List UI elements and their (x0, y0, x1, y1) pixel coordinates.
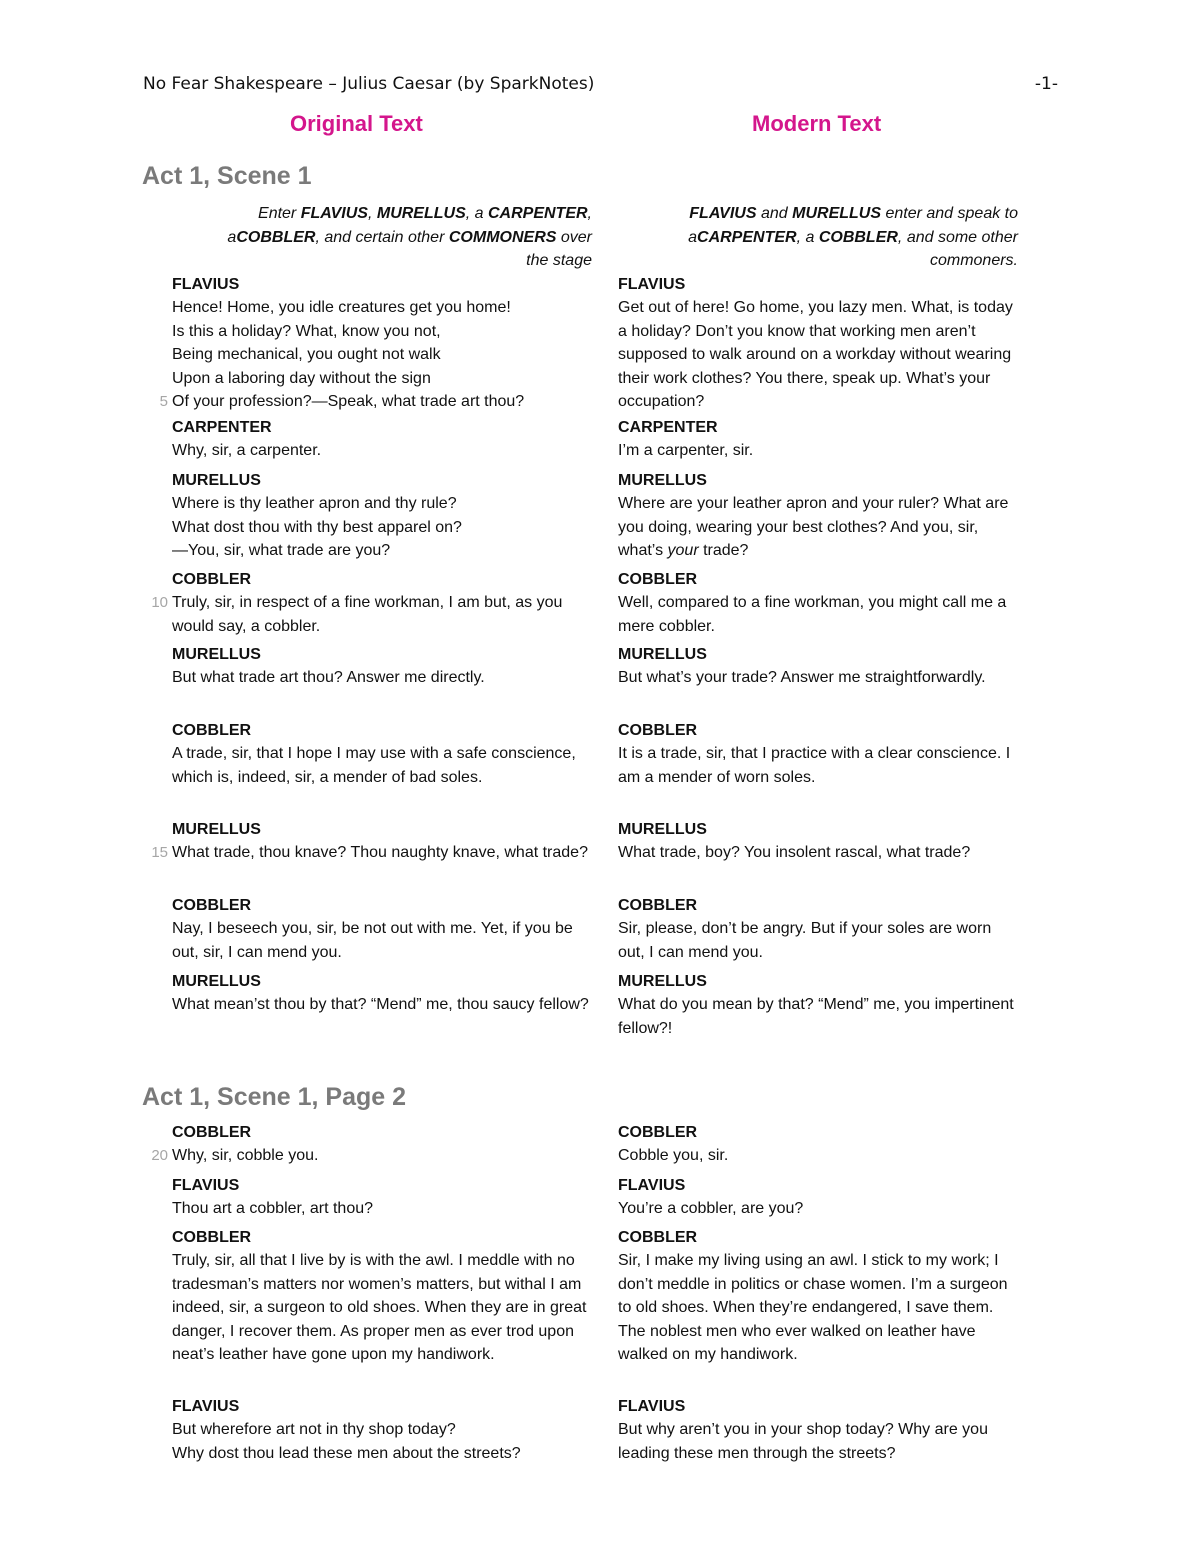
speaker-name: MURELLUS (618, 472, 707, 489)
verse-line: —You, sir, what trade are you? (172, 542, 391, 559)
speaker-name: MURELLUS (618, 821, 707, 838)
line-number: 15 (151, 844, 168, 861)
prose-text: 15 What trade, thou knave? Thou naughty knave, what trade? (172, 841, 592, 865)
modern-cell (618, 274, 1018, 417)
speaker-name: MURELLUS (172, 821, 261, 838)
stage-direction-row (0, 202, 1200, 274)
dialogue-row (0, 720, 1200, 819)
dialogue-row (0, 569, 1200, 644)
dialogue-row (0, 470, 1200, 569)
speaker-name: FLAVIUS (172, 1177, 240, 1194)
dialogue-row (0, 417, 1200, 470)
speaker-name: FLAVIUS (618, 1398, 686, 1415)
modern-cell (618, 470, 1018, 569)
verse-line: Is this a holiday? What, know you not, (172, 322, 441, 340)
original-cell (172, 1175, 592, 1227)
modern-cell (618, 1227, 1018, 1396)
verse-line: Upon a laboring day without the sign (172, 369, 431, 387)
stage-direction-original: Enter FLAVIUS, MURELLUS, a CARPENTER, aCOBBLER, and certain other COMMONERS over the stage (227, 205, 592, 269)
modern-text: Sir, I make my living using an awl. I stick to my work; I don’t meddle in politics or chase women. I’m a surgeon to old shoes. When they’re endangered, I save them. The noblest men who ever walked on leather have walked on my handiwork. (618, 1252, 1008, 1363)
modern-cell (618, 819, 1018, 895)
modern-cell (618, 417, 1018, 470)
verse-line: Being mechanical, you ought not walk (172, 346, 441, 363)
verse-line: Why dost thou lead these men about the streets? (172, 1444, 521, 1462)
modern-cell (618, 895, 1018, 971)
dialogue-row (0, 644, 1200, 720)
speaker-name: MURELLUS (172, 646, 261, 663)
modern-text: Where are your leather apron and your ruler? What are you doing, wearing your best clothes? And you, sir, what’s your trade? (618, 495, 1009, 559)
dialogue-row (0, 895, 1200, 971)
speaker-name: FLAVIUS (618, 276, 686, 293)
dialogue-row (0, 971, 1200, 1047)
line-number: 5 (159, 393, 168, 410)
verse-line: But wherefore art not in thy shop today? (172, 1421, 456, 1438)
column-headings (0, 111, 1200, 141)
dialogue-row (0, 1227, 1200, 1396)
original-cell (172, 470, 592, 569)
modern-text-heading: Modern Text (752, 111, 882, 136)
modern-cell (618, 1175, 1018, 1227)
modern-text: I’m a carpenter, sir. (618, 442, 754, 459)
prose-text: But what trade art thou? Answer me directly. (172, 669, 485, 686)
modern-text: Cobble you, sir. (618, 1147, 729, 1164)
original-cell (172, 720, 592, 819)
speaker-name: COBBLER (618, 1229, 698, 1246)
modern-text: What trade, boy? You insolent rascal, what trade? (618, 844, 971, 861)
prose-text: Truly, sir, all that I live by is with the awl. I meddle with no tradesman’s matters nor women’s matters, but withal I am indeed, sir, a surgeon to old shoes. When they are in great danger, I recover them. As proper men as ever trod upon neat’s leather have gone upon my handiwork. (172, 1252, 587, 1363)
page-number: -1- (1034, 74, 1058, 94)
original-text-heading: Original Text (290, 111, 423, 136)
section-heading-act1-scene1: Act 1, Scene 1 (142, 162, 312, 190)
original-cell (159, 274, 592, 417)
scene-table-2 (0, 1122, 1200, 1472)
verse-line: 20 Why, sir, cobble you. (172, 1144, 592, 1168)
speaker-name: COBBLER (172, 571, 252, 588)
speaker-name: MURELLUS (172, 472, 261, 489)
speaker-name: FLAVIUS (172, 276, 240, 293)
speaker-name: COBBLER (618, 897, 698, 914)
modern-cell (618, 971, 1018, 1047)
modern-text: Sir, please, don’t be angry. But if your soles are worn out, I can mend you. (618, 920, 992, 961)
original-cell (172, 1396, 592, 1472)
dialogue-row (0, 1396, 1200, 1472)
speaker-name: COBBLER (172, 897, 252, 914)
verse-line: Why, sir, a carpenter. (172, 442, 322, 459)
speaker-name: COBBLER (618, 571, 698, 588)
speaker-name: MURELLUS (618, 646, 707, 663)
modern-cell (618, 1396, 1018, 1472)
verse-line: 5 Of your profession?—Speak, what trade art thou? (172, 390, 592, 414)
section-heading-act1-scene1-page2: Act 1, Scene 1, Page 2 (142, 1083, 407, 1111)
prose-text: 10 Truly, sir, in respect of a fine workman, I am but, as you would say, a cobbler. (172, 591, 592, 638)
modern-text: Get out of here! Go home, you lazy men. What, is today a holiday? Don’t you know that working men aren’t supposed to walk around on a workday without wearing their work clothes? You there, speak up. What’s your occupation? (618, 299, 1013, 410)
line-number: 20 (151, 1147, 168, 1164)
prose-text: What mean’st thou by that? “Mend” me, thou saucy fellow? (172, 996, 589, 1013)
verse-line: Hence! Home, you idle creatures get you home! (172, 299, 511, 316)
original-cell (172, 895, 592, 971)
verse-line: Thou art a cobbler, art thou? (172, 1200, 374, 1217)
verse-line: What dost thou with thy best apparel on? (172, 518, 462, 536)
modern-text: Well, compared to a fine workman, you might call me a mere cobbler. (618, 594, 1007, 635)
modern-cell (618, 1122, 1018, 1175)
dialogue-row (0, 1175, 1200, 1227)
speaker-name: MURELLUS (618, 973, 707, 990)
modern-cell (618, 569, 1018, 644)
document-title: No Fear Shakespeare – Julius Caesar (by SparkNotes) (143, 74, 595, 94)
page-header (143, 74, 1058, 94)
modern-text: What do you mean by that? “Mend” me, you impertinent fellow?! (618, 996, 1014, 1037)
original-cell (151, 569, 592, 644)
speaker-name: CARPENTER (172, 419, 272, 436)
original-cell (172, 971, 592, 1047)
speaker-name: COBBLER (172, 1124, 252, 1141)
speaker-name: COBBLER (172, 722, 252, 739)
original-cell (151, 819, 592, 895)
modern-text: But what’s your trade? Answer me straightforwardly. (618, 669, 986, 686)
modern-cell (618, 644, 1018, 720)
prose-text: Nay, I beseech you, sir, be not out with me. Yet, if you be out, sir, I can mend you. (172, 920, 573, 961)
line-number: 10 (151, 594, 168, 611)
modern-text: But why aren’t you in your shop today? Why are you leading these men through the streets? (618, 1421, 988, 1462)
speaker-name: MURELLUS (172, 973, 261, 990)
speaker-name: COBBLER (618, 1124, 698, 1141)
speaker-name: COBBLER (172, 1229, 252, 1246)
modern-text: You’re a cobbler, are you? (618, 1200, 804, 1217)
speaker-name: FLAVIUS (172, 1398, 240, 1415)
scene-table-1 (0, 202, 1200, 1047)
dialogue-row (0, 274, 1200, 417)
verse-line: Where is thy leather apron and thy rule? (172, 495, 457, 512)
speaker-name: FLAVIUS (618, 1177, 686, 1194)
speaker-name: CARPENTER (618, 419, 718, 436)
dialogue-row (0, 1122, 1200, 1175)
original-cell (172, 644, 592, 720)
modern-text: It is a trade, sir, that I practice with a clear conscience. I am a mender of worn soles. (618, 745, 1011, 786)
original-cell (172, 417, 592, 470)
speaker-name: COBBLER (618, 722, 698, 739)
modern-cell (618, 720, 1018, 819)
stage-direction-modern: FLAVIUS and MURELLUS enter and speak to aCARPENTER, a COBBLER, and some other commoners. (688, 205, 1018, 269)
original-cell (151, 1122, 592, 1175)
prose-text: A trade, sir, that I hope I may use with a safe conscience, which is, indeed, sir, a mender of bad soles. (172, 745, 576, 786)
original-cell (172, 1227, 592, 1396)
dialogue-row (0, 819, 1200, 895)
